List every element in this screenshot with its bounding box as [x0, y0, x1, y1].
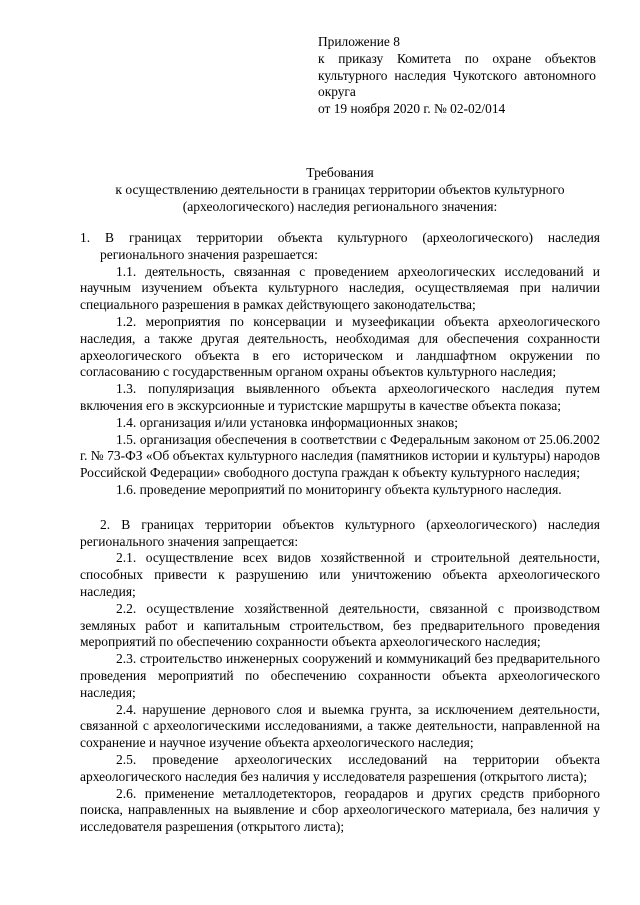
appendix-header	[318, 34, 596, 118]
paragraph-1-2: 1.2. мероприятия по консервации и музеефикации объекта археологического наследия, а также другая деятельность, необходимая для обеспечения сохранности археологического объекта в его историческом и ландшафтном окружении по согласованию с государственным органом охраны объектов культурного наследия;	[80, 313, 600, 380]
paragraph-2-3: 2.3. строительство инженерных сооружений и коммуникаций без предварительного проведения мероприятий по обеспечению сохранности объекта археологического наследия;	[80, 651, 600, 700]
paragraph-1-3: 1.3. популяризация выявленного объекта археологического наследия путем включения его в экскурсионные и туристские маршруты в качестве объекта показа;	[80, 381, 600, 413]
document-body	[80, 230, 600, 836]
appendix-date-line: от 19 ноября 2020 г. № 02-02/014	[318, 101, 506, 117]
paragraph-2-2: 2.2. осуществление хозяйственной деятельности, связанной с производством земляных работ и капитальным строительством, без предварительного проведения мероприятий по обеспечению сохранности объекта археологического наследия;	[80, 600, 600, 650]
section-2-heading: 2. В границах территории объектов культурного (археологического) наследия регионального значения запрещается:	[80, 516, 600, 549]
title-line-2: (археологического) наследия регионального значения:	[182, 199, 498, 214]
document-title	[80, 164, 600, 215]
paragraph-2-1: 2.1. осуществление всех видов хозяйственной и строительной деятельности, способных привести к разрушению или уничтожению объекта археологического наследия;	[80, 550, 600, 599]
section-1-heading: 1. В границах территории объекта культурного (археологического) наследия регионального значения разрешается:	[80, 230, 600, 262]
paragraph-2-4: 2.4. нарушение дернового слоя и выемка грунта, за исключением деятельности, связанной с археологическими исследованиями, а также деятельности, направленной на сохранение и научное изучение объекта археологического наследия;	[80, 701, 600, 751]
paragraph-2-6: 2.6. применение металлодетекторов, георадаров и других средств приборного поиска, направленных на выявление и сбор археологического материала, без наличия у исследователя разрешения (открытого листа);	[80, 785, 600, 835]
paragraph-1-4: 1.4. организация и/или установка информационных знаков;	[116, 414, 458, 430]
title-line-1: к осуществлению деятельности в границах территории объектов культурного	[115, 182, 565, 197]
section-spacer	[80, 499, 600, 517]
paragraph-2-5: 2.5. проведение археологических исследований на территории объекта археологического наследия без наличия у исследователя разрешения (открытого листа);	[80, 751, 600, 784]
appendix-number: Приложение 8	[318, 34, 400, 49]
appendix-committee-line: культурного наследия Чукотского автономного	[318, 67, 596, 83]
appendix-order-line: к приказу Комитета по охране объектов	[318, 50, 596, 66]
paragraph-1-1: 1.1. деятельность, связанная с проведением археологических исследований и научным изучением объекта культурного наследия, осуществляемая при наличии специального разрешения в рамках действующего законодательства;	[80, 263, 600, 313]
paragraph-1-5: 1.5. организация обеспечения в соответствии с Федеральным законом от 25.06.2002 г. № 73-ФЗ «Об объектах культурного наследия (памятников истории и культуры) народов Российской Федерации» свободного доступа граждан к объекту культурного наследия;	[80, 431, 600, 481]
paragraph-1-6: 1.6. проведение мероприятий по мониторингу объекта культурного наследия.	[116, 481, 562, 497]
appendix-region-line: округа	[318, 84, 356, 100]
title-heading: Требования	[306, 165, 374, 180]
